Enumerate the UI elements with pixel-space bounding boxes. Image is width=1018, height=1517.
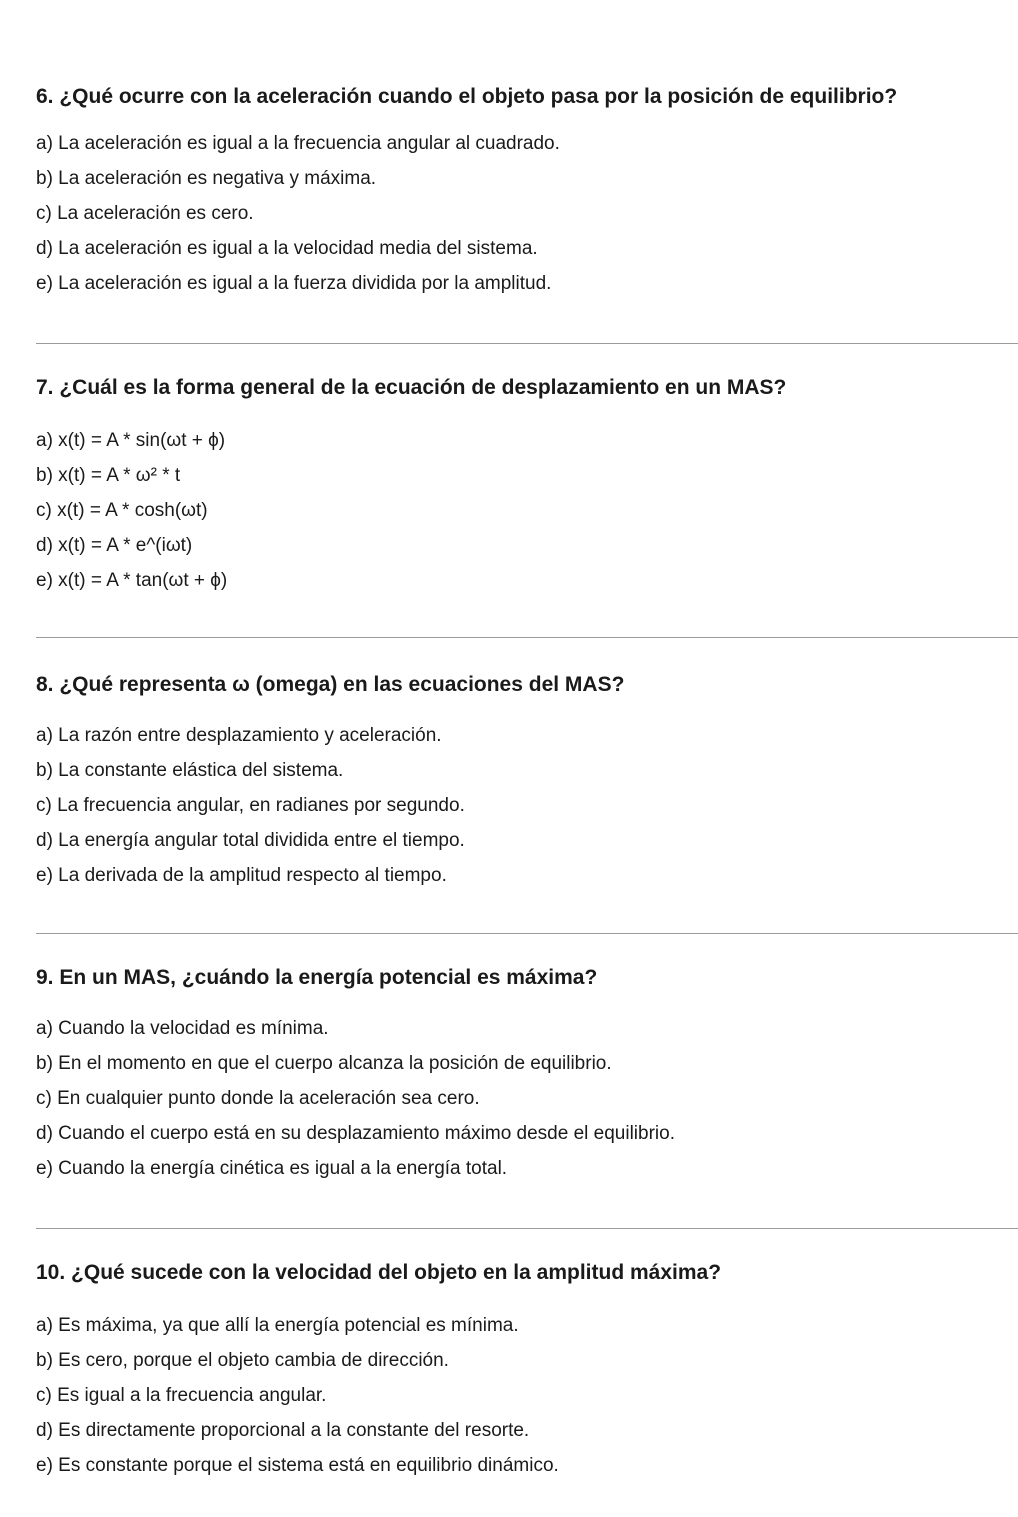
option-e: e) Es constante porque el sistema está en equilibrio dinámico. xyxy=(36,1455,559,1476)
option-list xyxy=(36,1308,1018,1483)
option-list xyxy=(36,718,1018,893)
question-title: 7. ¿Cuál es la forma general de la ecuación de desplazamiento en un MAS? xyxy=(36,376,787,399)
option-c: c) Es igual a la frecuencia angular. xyxy=(36,1385,327,1406)
option-b: b) La constante elástica del sistema. xyxy=(36,760,344,781)
question-8 xyxy=(36,670,1018,893)
option-e: e) x(t) = A * tan(ωt + ϕ) xyxy=(36,570,228,591)
option-e: e) La derivada de la amplitud respecto al tiempo. xyxy=(36,865,447,886)
option-list xyxy=(36,1011,1018,1186)
option-a: a) Cuando la velocidad es mínima. xyxy=(36,1018,329,1039)
option-b: b) Es cero, porque el objeto cambia de dirección. xyxy=(36,1350,449,1371)
option-d: d) La aceleración es igual a la velocidad media del sistema. xyxy=(36,238,538,259)
option-a: a) La aceleración es igual a la frecuencia angular al cuadrado. xyxy=(36,133,560,154)
option-d: d) Cuando el cuerpo está en su desplazamiento máximo desde el equilibrio. xyxy=(36,1123,675,1144)
question-10 xyxy=(36,1258,1018,1483)
question-7 xyxy=(36,373,1018,598)
option-b: b) x(t) = A * ω² * t xyxy=(36,465,181,486)
option-c: c) x(t) = A * cosh(ωt) xyxy=(36,500,208,521)
question-title: 8. ¿Qué representa ω (omega) en las ecuaciones del MAS? xyxy=(36,673,625,696)
option-e: e) Cuando la energía cinética es igual a la energía total. xyxy=(36,1158,508,1179)
option-list xyxy=(36,423,1018,598)
option-list xyxy=(36,126,1018,301)
divider xyxy=(36,1228,1018,1229)
option-d: d) x(t) = A * e^(iωt) xyxy=(36,535,193,556)
option-c: c) La frecuencia angular, en radianes por segundo. xyxy=(36,795,465,816)
option-e: e) La aceleración es igual a la fuerza dividida por la amplitud. xyxy=(36,273,552,294)
option-b: b) En el momento en que el cuerpo alcanza la posición de equilibrio. xyxy=(36,1053,612,1074)
option-a: a) La razón entre desplazamiento y aceleración. xyxy=(36,725,442,746)
option-c: c) La aceleración es cero. xyxy=(36,203,254,224)
option-d: d) La energía angular total dividida entre el tiempo. xyxy=(36,830,465,851)
divider xyxy=(36,637,1018,638)
question-9 xyxy=(36,963,1018,1186)
question-title: 10. ¿Qué sucede con la velocidad del objeto en la amplitud máxima? xyxy=(36,1261,722,1284)
option-b: b) La aceleración es negativa y máxima. xyxy=(36,168,377,189)
question-title: 9. En un MAS, ¿cuándo la energía potencial es máxima? xyxy=(36,966,598,989)
divider xyxy=(36,343,1018,344)
divider xyxy=(36,933,1018,934)
option-a: a) x(t) = A * sin(ωt + ϕ) xyxy=(36,430,226,451)
question-title: 6. ¿Qué ocurre con la aceleración cuando el objeto pasa por la posición de equilibrio? xyxy=(36,85,898,108)
option-c: c) En cualquier punto donde la aceleración sea cero. xyxy=(36,1088,480,1109)
option-d: d) Es directamente proporcional a la constante del resorte. xyxy=(36,1420,530,1441)
option-a: a) Es máxima, ya que allí la energía potencial es mínima. xyxy=(36,1315,519,1336)
question-6 xyxy=(36,82,1018,301)
